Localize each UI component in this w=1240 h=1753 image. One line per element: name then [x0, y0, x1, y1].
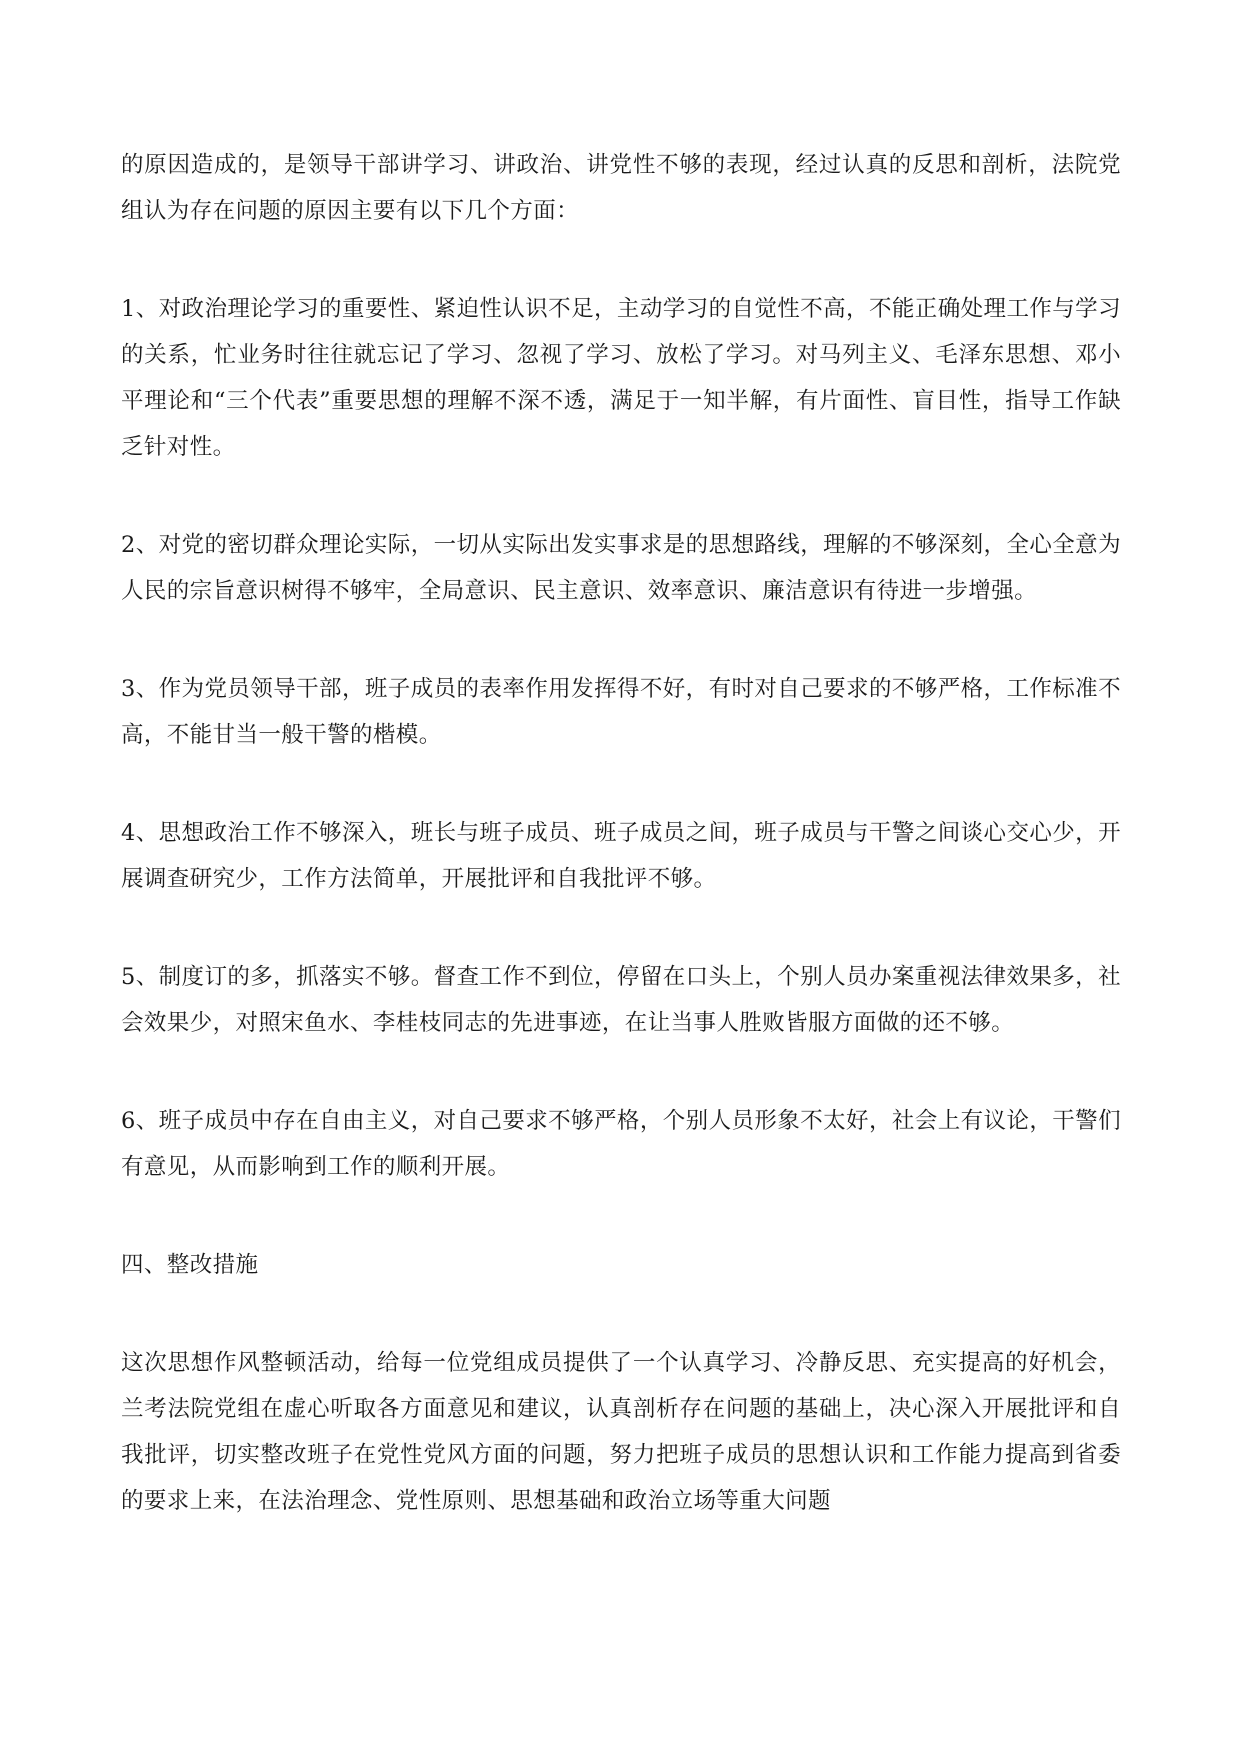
section-heading: 四、整改措施: [121, 1252, 259, 1278]
paragraph-reason-1: 1、对政治理论学习的重要性、紧迫性认识不足，主动学习的自觉性不高，不能正确处理工作与学习的关系，忙业务时往往就忘记了学习、忽视了学习、放松了学习。对马列主义、毛泽东思想、邓小平理论和“三个代表”重要思想的理解不深不透，满足于一知半解，有片面性、盲目性，指导工作缺乏针对性。: [121, 296, 1121, 460]
paragraph-closing: 这次思想作风整顿活动，给每一位党组成员提供了一个认真学习、冷静反思、充实提高的好机会，兰考法院党组在虚心听取各方面意见和建议，认真剖析存在问题的基础上，决心深入开展批评和自我批评，切实整改班子在党性党风方面的问题，努力把班子成员的思想认识和工作能力提高到省委的要求上来，在法治理念、党性原则、思想基础和政治立场等重大问题: [121, 1350, 1121, 1514]
paragraph-reason-6: 6、班子成员中存在自由主义，对自己要求不够严格，个别人员形象不太好，社会上有议论，干警们有意见，从而影响到工作的顺利开展。: [121, 1108, 1121, 1180]
paragraph-intro: 的原因造成的，是领导干部讲学习、讲政治、讲党性不够的表现，经过认真的反思和剖析，法院党组认为存在问题的原因主要有以下几个方面：: [121, 152, 1121, 224]
paragraph-reason-3: 3、作为党员领导干部，班子成员的表率作用发挥得不好，有时对自己要求的不够严格，工作标准不高，不能甘当一般干警的楷模。: [121, 676, 1121, 748]
paragraph-reason-4: 4、思想政治工作不够深入，班长与班子成员、班子成员之间，班子成员与干警之间谈心交心少，开展调查研究少，工作方法简单，开展批评和自我批评不够。: [121, 820, 1121, 892]
paragraph-reason-2: 2、对党的密切群众理论实际，一切从实际出发实事求是的思想路线，理解的不够深刻，全心全意为人民的宗旨意识树得不够牢，全局意识、民主意识、效率意识、廉洁意识有待进一步增强。: [121, 532, 1121, 604]
paragraph-reason-5: 5、制度订的多，抓落实不够。督查工作不到位，停留在口头上，个别人员办案重视法律效果多，社会效果少，对照宋鱼水、李桂枝同志的先进事迹，在让当事人胜败皆服方面做的还不够。: [121, 964, 1121, 1036]
document-body: [121, 142, 1121, 1576]
